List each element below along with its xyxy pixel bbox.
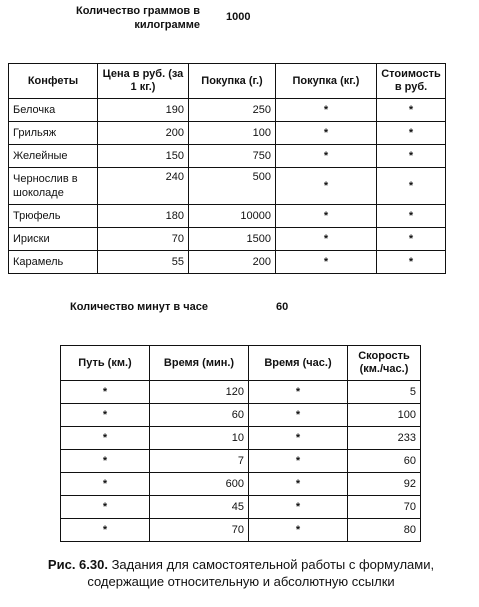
header-distance: Путь (км.) xyxy=(61,346,150,381)
figure-caption-text: Задания для самостоятельной работы с формулами, содержащие относительную и абсолютную ссылки xyxy=(87,557,435,589)
cost-cell: * xyxy=(377,251,446,274)
purchase-g-cell: 200 xyxy=(189,251,276,274)
time-hour-cell: * xyxy=(249,450,348,473)
header-cost: Стоимость в руб. xyxy=(377,64,446,99)
purchase-g-cell: 100 xyxy=(189,122,276,145)
header-speed: Скорость (км./час.) xyxy=(348,346,421,381)
time-hour-cell: * xyxy=(249,381,348,404)
candy-name: Чернослив в шоколаде xyxy=(9,168,98,205)
time-min-cell: 70 xyxy=(150,519,249,542)
table-row xyxy=(61,519,421,542)
distance-cell: * xyxy=(61,450,150,473)
purchase-g-cell: 250 xyxy=(189,99,276,122)
time-min-cell: 60 xyxy=(150,404,249,427)
table-row xyxy=(9,251,446,274)
price-cell: 55 xyxy=(98,251,189,274)
price-cell: 190 xyxy=(98,99,189,122)
cost-cell: * xyxy=(377,145,446,168)
price-cell: 200 xyxy=(98,122,189,145)
speed-cell: 5 xyxy=(348,381,421,404)
distance-cell: * xyxy=(61,496,150,519)
purchase-kg-cell: * xyxy=(276,251,377,274)
speed-table xyxy=(60,345,421,542)
candy-name: Белочка xyxy=(9,99,98,122)
time-min-cell: 600 xyxy=(150,473,249,496)
figure-number: Рис. 6.30. xyxy=(47,557,108,572)
speed-cell: 233 xyxy=(348,427,421,450)
purchase-g-cell: 500 xyxy=(189,168,276,205)
header-candy: Конфеты xyxy=(9,64,98,99)
header-price: Цена в руб. (за 1 кг.) xyxy=(98,64,189,99)
distance-cell: * xyxy=(61,404,150,427)
cost-cell: * xyxy=(377,122,446,145)
header-time-hour: Время (час.) xyxy=(249,346,348,381)
speed-cell: 100 xyxy=(348,404,421,427)
candy-table xyxy=(8,63,446,274)
speed-table-header xyxy=(61,346,421,381)
header-purchase-kg: Покупка (кг.) xyxy=(276,64,377,99)
purchase-kg-cell: * xyxy=(276,168,377,205)
price-cell: 240 xyxy=(98,168,189,205)
table-row xyxy=(9,122,446,145)
speed-cell: 60 xyxy=(348,450,421,473)
purchase-kg-cell: * xyxy=(276,99,377,122)
price-cell: 180 xyxy=(98,205,189,228)
candy-name: Грильяж xyxy=(9,122,98,145)
purchase-g-cell: 750 xyxy=(189,145,276,168)
purchase-kg-cell: * xyxy=(276,228,377,251)
table-row xyxy=(9,145,446,168)
table-row xyxy=(61,450,421,473)
time-min-cell: 120 xyxy=(150,381,249,404)
table-row xyxy=(61,496,421,519)
minutes-per-hour-label: Количество минут в часе xyxy=(70,301,208,313)
candy-name: Трюфель xyxy=(9,205,98,228)
table-row xyxy=(9,168,446,205)
time-hour-cell: * xyxy=(249,404,348,427)
purchase-g-cell: 10000 xyxy=(189,205,276,228)
cost-cell: * xyxy=(377,228,446,251)
speed-cell: 70 xyxy=(348,496,421,519)
time-min-cell: 7 xyxy=(150,450,249,473)
table-row xyxy=(61,427,421,450)
table-row xyxy=(61,473,421,496)
cost-cell: * xyxy=(377,205,446,228)
grams-per-kg-label: Количество граммов в килограмме xyxy=(75,5,200,31)
purchase-g-cell: 1500 xyxy=(189,228,276,251)
table-row xyxy=(9,205,446,228)
candy-name: Карамель xyxy=(9,251,98,274)
time-hour-cell: * xyxy=(249,519,348,542)
header-purchase-g: Покупка (г.) xyxy=(189,64,276,99)
table-row xyxy=(9,99,446,122)
candy-name: Ириски xyxy=(9,228,98,251)
distance-cell: * xyxy=(61,519,150,542)
purchase-kg-cell: * xyxy=(276,122,377,145)
time-min-cell: 10 xyxy=(150,427,249,450)
distance-cell: * xyxy=(61,473,150,496)
speed-cell: 80 xyxy=(348,519,421,542)
table-row xyxy=(61,381,421,404)
time-hour-cell: * xyxy=(249,496,348,519)
table-row xyxy=(9,228,446,251)
cost-cell: * xyxy=(377,99,446,122)
minutes-per-hour-value: 60 xyxy=(276,301,289,313)
time-hour-cell: * xyxy=(249,473,348,496)
cost-cell: * xyxy=(377,168,446,205)
price-cell: 150 xyxy=(98,145,189,168)
figure-caption xyxy=(10,556,472,590)
grams-per-kg-value: 1000 xyxy=(226,11,251,23)
candy-name: Желейные xyxy=(9,145,98,168)
distance-cell: * xyxy=(61,427,150,450)
table-row xyxy=(61,404,421,427)
price-cell: 70 xyxy=(98,228,189,251)
time-hour-cell: * xyxy=(249,427,348,450)
purchase-kg-cell: * xyxy=(276,205,377,228)
candy-table-header xyxy=(9,64,446,99)
distance-cell: * xyxy=(61,381,150,404)
purchase-kg-cell: * xyxy=(276,145,377,168)
time-min-cell: 45 xyxy=(150,496,249,519)
header-time-min: Время (мин.) xyxy=(150,346,249,381)
speed-cell: 92 xyxy=(348,473,421,496)
